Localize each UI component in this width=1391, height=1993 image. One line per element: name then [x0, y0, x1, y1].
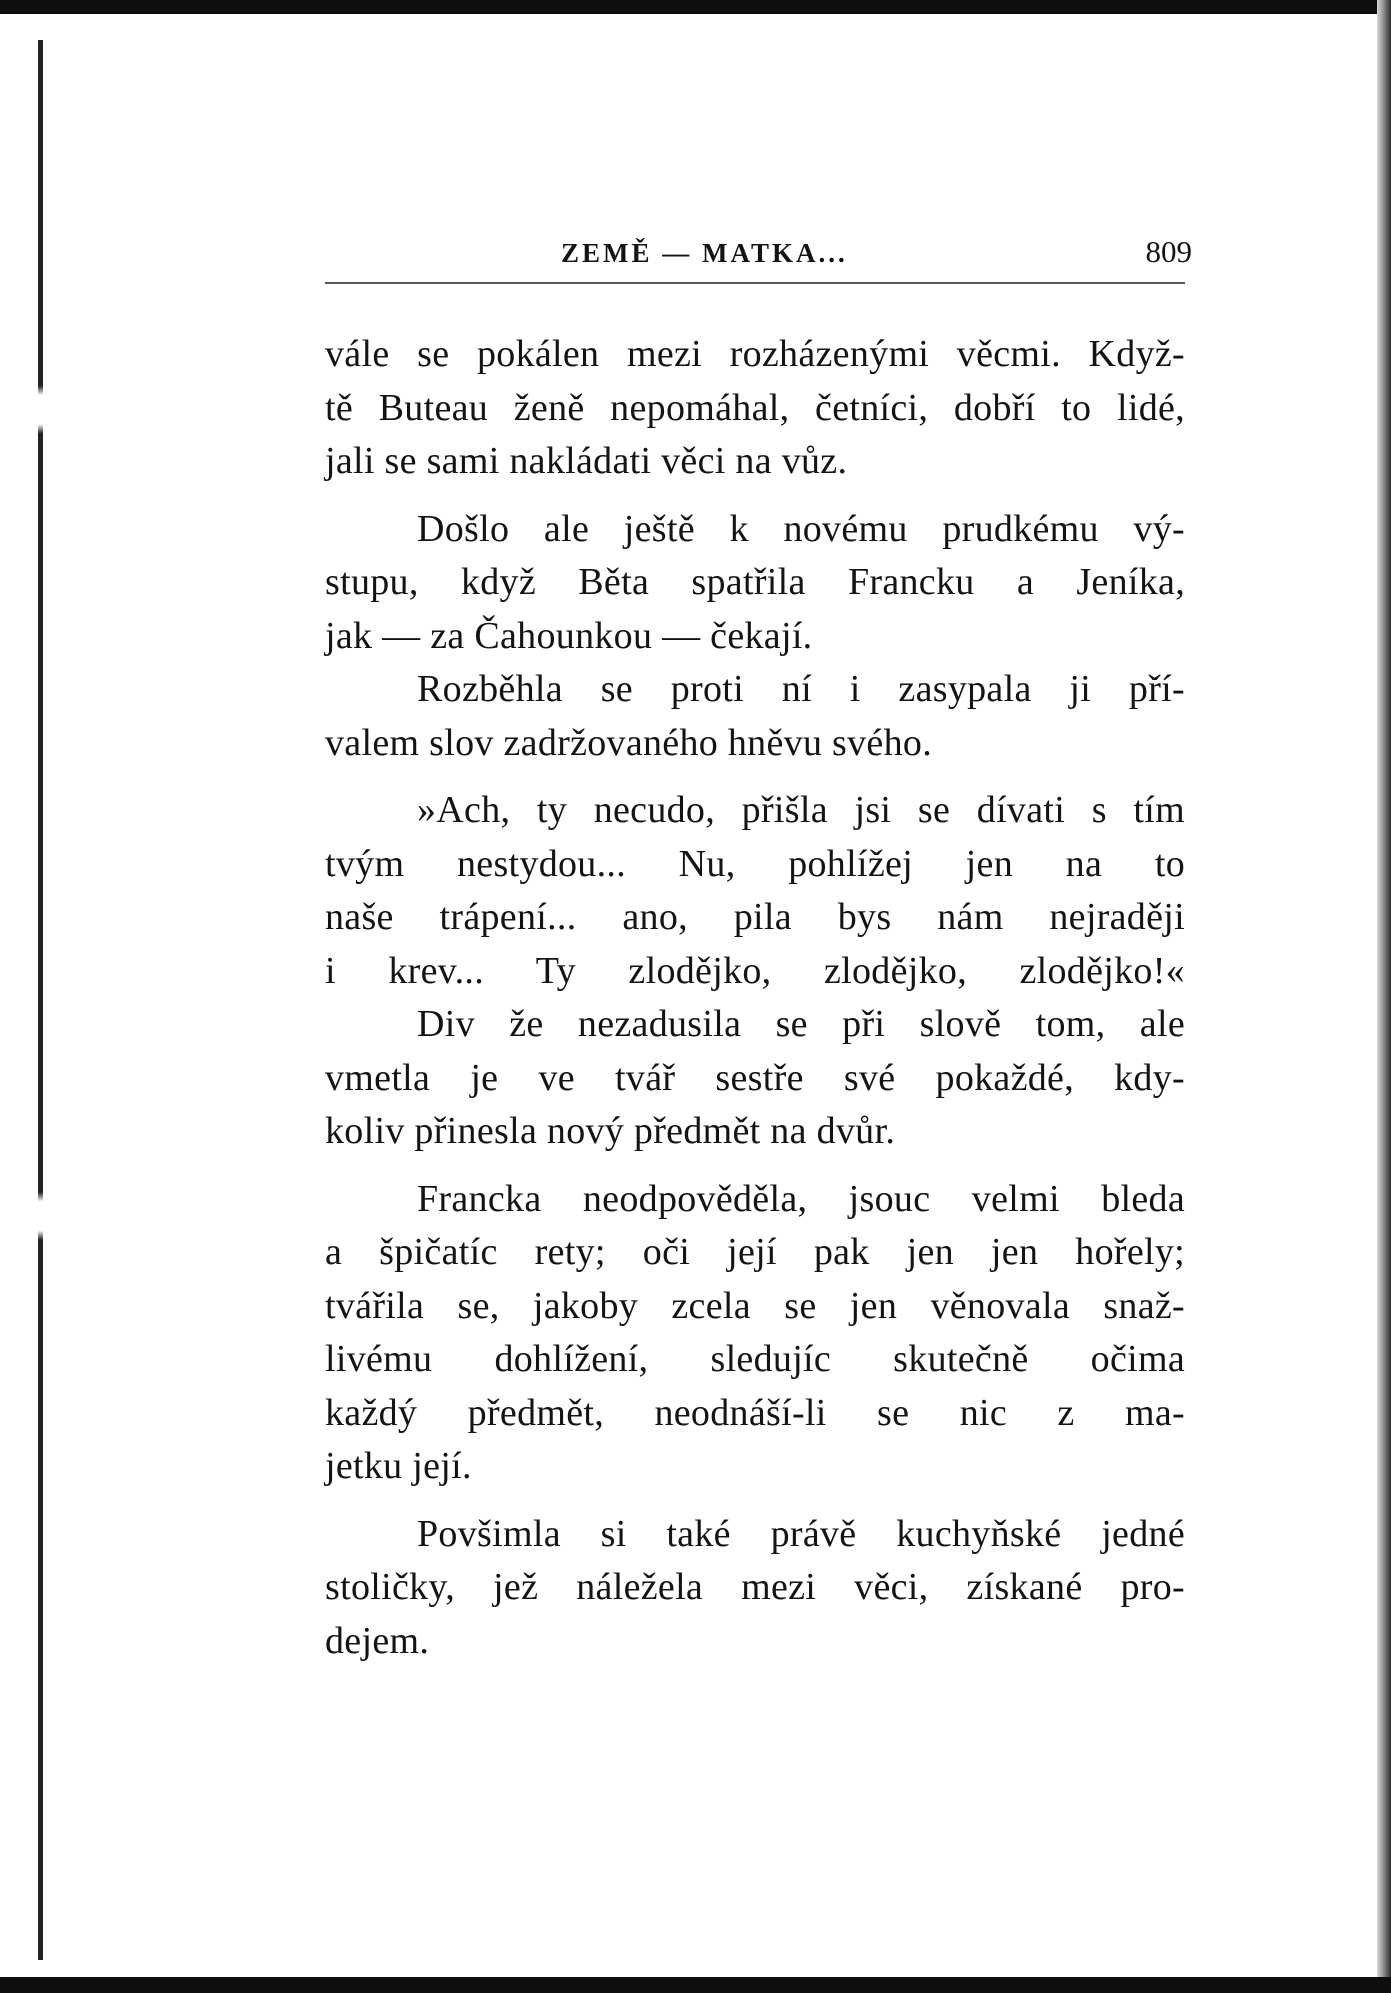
binding-edge — [38, 40, 43, 1960]
paragraph-gap — [325, 770, 1192, 784]
scan-border-right — [1377, 0, 1391, 1993]
paragraph — [325, 998, 1192, 1159]
text-line: naše trápení... ano, pila bys nám nejraději — [325, 896, 1185, 938]
text-line: vále se pokálen mezi rozházenými věcmi. Když- — [325, 333, 1185, 375]
text-line: jetku její. — [325, 1445, 472, 1487]
text-line: stupu, když Běta spatřila Francku a Jeníka, — [325, 561, 1185, 603]
text-line: koliv přinesla nový předmět na dvůr. — [325, 1110, 896, 1152]
scan-border-bottom — [0, 1977, 1391, 1993]
paragraph — [325, 784, 1192, 998]
text-line: tě Buteau ženě nepomáhal, četníci, dobří to lidé, — [325, 386, 1185, 429]
text-line: a špičatíc rety; oči její pak jen jen hořely; — [325, 1231, 1185, 1273]
text-line: Francka neodpověděla, jsouc velmi bleda — [417, 1177, 1185, 1220]
paragraph — [325, 328, 1192, 489]
text-line: »Ach, ty necudo, přišla jsi se dívati s tím — [417, 789, 1185, 831]
paragraph-gap — [325, 489, 1192, 503]
paragraph-gap — [325, 1494, 1192, 1508]
text-line: Rozběhla se proti ní i zasypala ji pří- — [417, 668, 1185, 710]
text-line: každý předmět, neodnáší-li se nic z ma- — [325, 1391, 1185, 1434]
book-page — [325, 232, 1192, 1668]
text-line: valem slov zadržovaného hněvu svého. — [325, 721, 932, 764]
text-line: livému dohlížení, sledujíc skutečně očima — [325, 1338, 1185, 1380]
paragraph — [325, 1173, 1192, 1494]
body-text — [325, 328, 1192, 1668]
paragraph — [325, 503, 1192, 664]
running-head — [325, 232, 1192, 276]
running-title: ZEMĚ — MATKA... — [561, 238, 848, 268]
page-number: 809 — [1145, 234, 1192, 269]
text-line: Povšimla si také právě kuchyňské jedné — [417, 1512, 1185, 1555]
text-line: i krev... Ty zlodějko, zlodějko, zlodějko!« — [325, 949, 1185, 992]
text-line: dejem. — [325, 1619, 430, 1662]
text-line: jak — za Čahounkou — čekají. — [325, 614, 813, 657]
text-line: vmetla je ve tvář sestře své pokaždé, kdy- — [325, 1056, 1185, 1099]
paragraph — [325, 1508, 1192, 1669]
text-line: stoličky, jež náležela mezi věci, získané pro- — [325, 1566, 1185, 1608]
paragraph-gap — [325, 1159, 1192, 1173]
scan-border-top — [0, 0, 1391, 14]
text-line: tvým nestydou... Nu, pohlížej jen na to — [325, 842, 1185, 885]
paragraph — [325, 663, 1192, 770]
text-line: Došlo ale ještě k novému prudkému vý- — [417, 507, 1185, 550]
text-line: tvářila se, jakoby zcela se jen věnovala snaž- — [325, 1284, 1185, 1327]
text-line: Div že nezadusila se při slově tom, ale — [417, 1003, 1185, 1045]
text-line: jali se sami nakládati věci na vůz. — [325, 440, 848, 482]
header-rule — [325, 282, 1185, 284]
